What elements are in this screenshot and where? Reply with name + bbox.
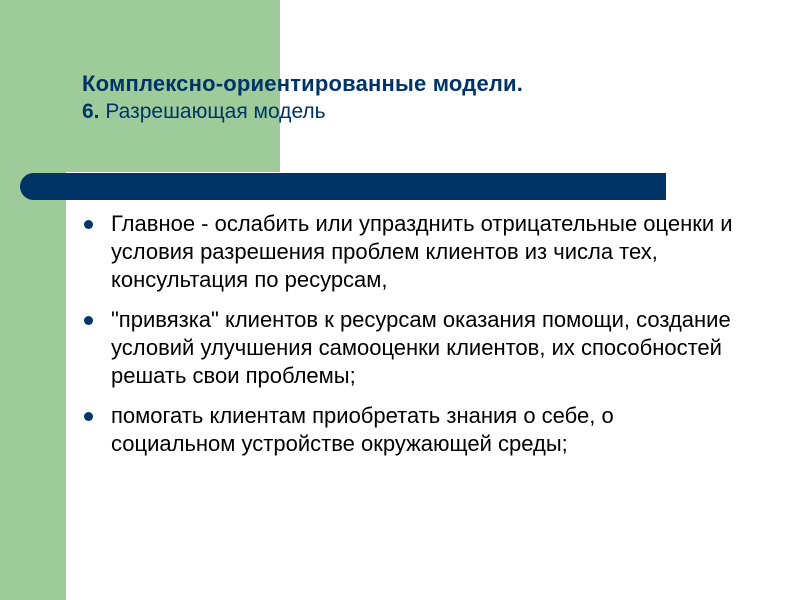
- list-item: [80, 402, 740, 458]
- title-divider-bar: [20, 173, 666, 200]
- bullet-text: Главное - ослабить или упразднить отрицательные оценки и условия разрешения проблем клиентов из числа тех, консультация по ресурсам,: [111, 211, 733, 292]
- bullet-list: [80, 210, 740, 470]
- subtitle-text: Разрешающая модель: [99, 100, 326, 123]
- slide-subtitle: [82, 98, 762, 126]
- bullet-text: "привязка" клиентов к ресурсам оказания помощи, создание условий улучшения самооценки клиентов, их способностей решать свои проблемы;: [111, 307, 731, 388]
- subtitle-number: 6.: [82, 100, 100, 123]
- list-item: [80, 210, 740, 294]
- slide-title: Комплексно-ориентированные модели.: [82, 71, 524, 96]
- bullet-dot-icon: [84, 220, 93, 229]
- bullet-dot-icon: [84, 316, 93, 325]
- slide-title-block: [82, 70, 762, 126]
- bullet-text: помогать клиентам приобретать знания о себе, о социальном устройстве окружающей среды;: [111, 403, 614, 456]
- list-item: [80, 306, 740, 390]
- bullet-dot-icon: [84, 412, 93, 421]
